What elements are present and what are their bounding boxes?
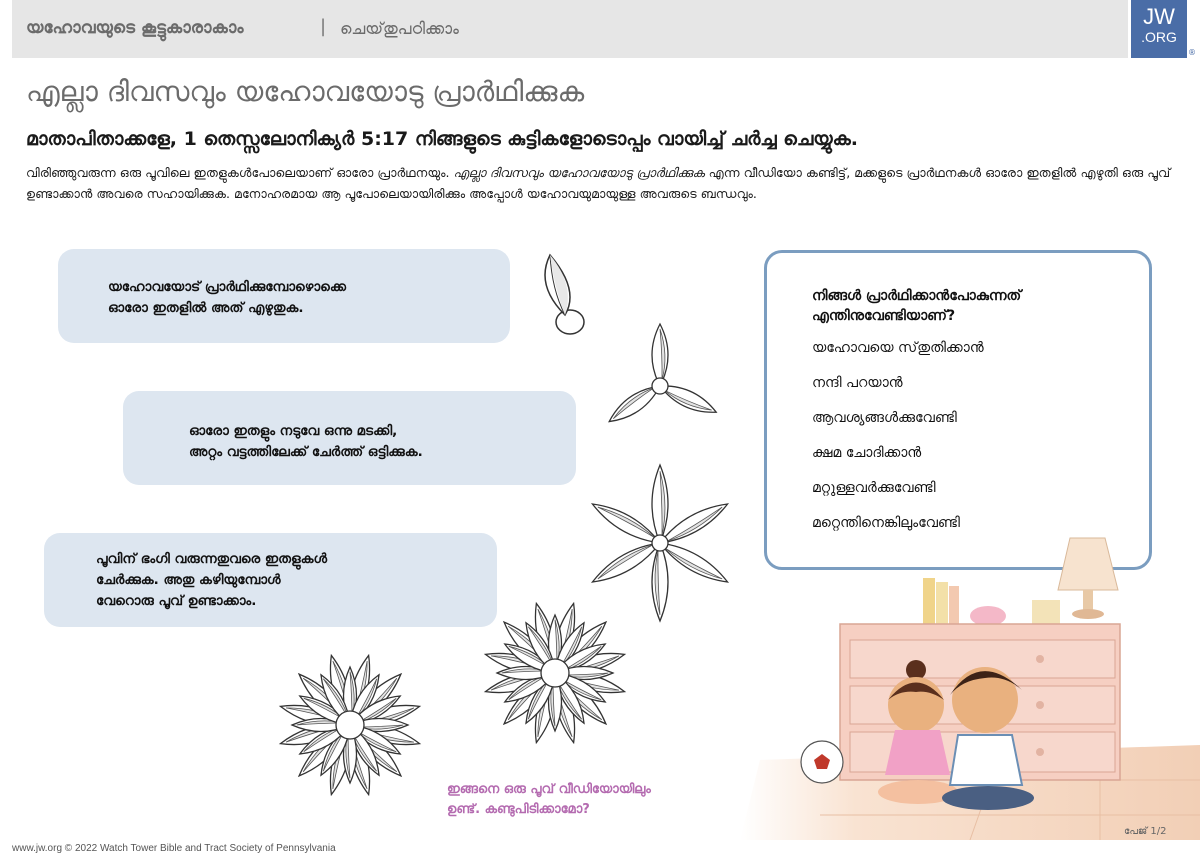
- intro-text-2: എന്ന വീഡിയോ കണ്ടിട്ട്, മക്കളുടെ പ്രാർഥനകൾ ഓരോ ഇതളിൽ എഴുതി ഒരു പൂവ് ഉണ്ടാക്കാൻ അവരെ സഹായിക്കുക. മനോഹരമായ ആ പൂപോലെയായിരിക്കും അപ്പോൾ യഹോവയുമായുള്ള അവരുടെ ബന്ധവും.: [26, 165, 1171, 201]
- list-item: നന്ദി പറയാൻ: [812, 375, 903, 391]
- petal: [652, 543, 668, 621]
- intro-text-1: വിരിഞ്ഞുവരുന്ന ഒരു പൂവിലെ ഇതളുകൾപോലെയാണ് ഓരോ പ്രാർഥനയും.: [26, 165, 454, 180]
- flower-full-illustration: [480, 598, 630, 748]
- list-item: മറ്റെന്തിനെങ്കിലുംവേണ്ടി: [812, 515, 960, 531]
- flower-center: [652, 378, 668, 394]
- page-subtitle: മാതാപിതാക്കളേ, 1 തെസ്സലോനിക്യർ 5:17 നിങ്ങളുടെ കുട്ടികളോടൊപ്പം വായിച്ച് ചർച്ച ചെയ്യുക.: [26, 128, 858, 150]
- step-3-line-2: ചേർക്കുക. അതു കഴിയുമ്പോൾ: [96, 572, 281, 588]
- step-3-line-1: പൂവിന് ഭംഗി വരുന്നതുവരെ ഇതളുകൾ: [96, 551, 328, 567]
- header-series-title: യഹോവയുടെ കൂട്ടുകാരാകാം: [26, 18, 244, 38]
- step-2-line-1: ഓരോ ഇതളും നടുവേ ഒന്നു മടക്കി,: [189, 423, 398, 439]
- step-1-line-2: ഓരോ ഇതളിൽ അത് എഴുതുക.: [108, 300, 304, 316]
- header-section-title: ചെയ്‌തുപഠിക്കാം: [340, 19, 459, 38]
- question-line-2: എന്തിനുവേണ്ടിയാണ്?: [812, 308, 956, 324]
- step-2-box: [123, 391, 576, 485]
- question-line-1: നിങ്ങൾ പ്രാർഥിക്കാൻപോകുന്നത്: [812, 288, 1022, 304]
- copyright-footer: www.jw.org © 2022 Watch Tower Bible and Tract Society of Pennsylvania: [12, 843, 336, 854]
- video-hint: [447, 780, 651, 820]
- logo-line-1: JW: [1143, 4, 1175, 29]
- list-item: ആവശ്യങ്ങൾക്കുവേണ്ടി: [812, 410, 957, 426]
- flower-center: [336, 711, 364, 739]
- step-3-box: [44, 533, 497, 627]
- question-box: [764, 250, 1152, 570]
- intro-video-title: എല്ലാ ദിവസവും യഹോവയോടു പ്രാർഥിക്കുക: [453, 165, 705, 180]
- flower-center: [541, 659, 569, 687]
- step-1-line-1: യഹോവയോട് പ്രാർഥിക്കുമ്പോഴൊക്കെ: [108, 279, 346, 295]
- registered-mark: ®: [1188, 48, 1196, 57]
- step-1-box: [58, 249, 510, 343]
- page-number: പേജ് 1/2: [1124, 826, 1167, 837]
- jw-org-logo[interactable]: [1131, 0, 1187, 58]
- flower-center: [652, 535, 668, 551]
- list-item: മറ്റുള്ളവർക്കുവേണ്ടി: [812, 480, 936, 496]
- petal: [652, 465, 668, 543]
- petal: [652, 324, 668, 386]
- flower-full-illustration-2: [275, 650, 425, 800]
- list-item: യഹോവയെ സ്‌തുതിക്കാൻ: [812, 340, 984, 356]
- intro-paragraph: [26, 162, 1176, 204]
- hint-line-2: ഉണ്ട്. കണ്ടുപിടിക്കാമോ?: [447, 802, 590, 817]
- question-text: [812, 286, 1132, 326]
- page-title: എല്ലാ ദിവസവും യഹോവയോടു പ്രാർഥിക്കുക: [26, 75, 585, 108]
- step-2-line-2: അറ്റം വട്ടത്തിലേക്ക് ചേർത്ത് ഒട്ടിക്കുക.: [189, 444, 423, 460]
- logo-line-2: .ORG: [1141, 29, 1177, 45]
- header-separator: |: [320, 16, 327, 37]
- step-3-line-3: വേറൊരു പൂവ് ഉണ്ടാക്കാം.: [96, 593, 257, 609]
- prayer-reasons-list: [812, 338, 984, 548]
- list-item: ക്ഷമ ചോദിക്കാൻ: [812, 445, 922, 461]
- flower-three-petals-illustration: [585, 318, 735, 428]
- children-praying-illustration: [740, 530, 1200, 840]
- hint-line-1: ഇങ്ങനെ ഒരു പൂവ് വീഡിയോയിലും: [447, 782, 651, 797]
